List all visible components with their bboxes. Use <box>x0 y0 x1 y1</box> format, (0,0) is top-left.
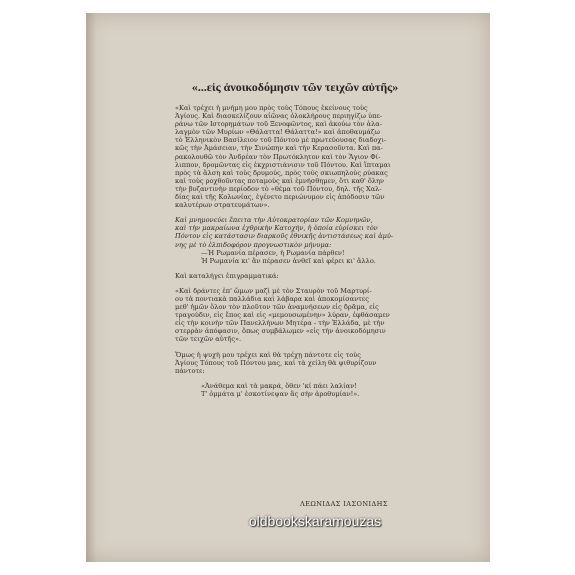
paragraph-1 <box>175 104 407 209</box>
text-line: καλυτέρων στρατευμάτων». <box>175 201 270 210</box>
text-line: καὶ τὴν μακραίωνα ἐχθρικὴν Κατοχήν, ἡ ὁποία εὑρίσκει τὸν <box>175 224 378 233</box>
text-line: κῶς τὴν Ἀμάσειαν, τὴν Σινώπην καὶ τὴν Κερασοῦντα. Καὶ πα- <box>175 144 383 153</box>
text-line: τραγούδιν, εἰς ἔπος καὶ εἰς «μεμουσωμένην» λύραν, ἐφθάσαμεν <box>175 311 390 320</box>
text-line: Ἁγίους. Καὶ διασκελίζουν αἰῶνας ὁλοκλήρους περιηγίζω ὑπε- <box>175 112 383 121</box>
text-line: δίας καὶ τῆς Κολωνίας, ἐγένετο περιώνυμον εἰς ἀπόδοσιν τῶν <box>175 193 385 202</box>
text-line: «Καὶ δράντες ἐπ' ὤμων μαζὶ μὲ τὸν Σταυρὸν τοῦ Μαρτυρί- <box>175 286 372 295</box>
text-line: καὶ τοὺς ροχθοῦντας ποταμοὺς καὶ ἐμνήσθημεν, ὅτι καθ' ὅλην <box>175 176 385 185</box>
text-line: ρακολουθῶ τὸν Ἀνδρέαν τὸν Πρωτόκλητον καὶ τὸν Ἅγιον Φί- <box>175 152 381 161</box>
text-line: τὸ Ἑλληνικὸν Βασίλειον τοῦ Πόντου μὲ πρωτεύουσας διαδοχι- <box>175 136 387 145</box>
text-line: Ὅμως ἡ ψυχὴ μου τρέχει καὶ θὰ τρέχῃ πάντοτε εἰς τοὺς <box>175 350 361 359</box>
text-line: εἰς τὴν κοινὴν τῶν Πανελλήνων Μητέρα - τὴν Ἑλλάδα, μὲ τὴν <box>175 319 385 328</box>
verse-line: «Ἀνάθεμα καὶ τὰ μακρά, ὅθεν 'κί πάει λαλίαν! <box>201 381 357 390</box>
text-line: στερρὰν ἀπόφασιν, ὅπως συμβάλωμεν «εἰς τὴν ἀνοικοδόμησιν <box>175 327 386 336</box>
verse-line: —Ἡ Ρωμανία πέρασεν, ἡ Ρωμανία πάρθεν! <box>201 248 345 257</box>
text-line: τῶν τειχῶν αὐτῆς». <box>175 335 242 344</box>
text-line: λιππον, δρομῶντας εἰς ἐκχριστιάνισιν τοῦ Πόντου. Καὶ ἵπταμαι <box>175 160 391 169</box>
text-line: ράνω τῶν Ιστορημάτων τοῦ Ξενοφῶντος, καὶ ἀκούω τὸν ἀλα- <box>175 120 382 129</box>
text-line: τὴν βυζαντινὴν περίοδον τὸ «θέμα τοῦ Πόντου, δηλ. τῆς Χαλ- <box>175 184 382 193</box>
text-line: Καὶ καταλήγει ἐπιγραμματικά: <box>175 271 279 280</box>
cover-body-text <box>175 104 407 398</box>
paragraph-4 <box>175 287 407 344</box>
author-signature: ΛΕΩΝΙΔΑΣ ΙΑΣΟΝΙΔΗΣ <box>300 500 388 508</box>
spine-shadow <box>86 13 96 562</box>
text-line: Καὶ μνημονεύει ἔπειτα τὴν Αὐτοκρατορίαν τῶν Κομνηνῶν, <box>175 216 373 225</box>
verse-line: Ἡ Ρωμανία κι' ἂν πέρασεν ἀνθεῖ καὶ φέρει κι' ἄλλο. <box>201 256 376 265</box>
text-line: νης μὲ τὸ ἐλπιδοφόρον προγνωστικὸν μήνυμα: <box>175 240 332 249</box>
cover-heading: «...εἰς ἀνοικοδόμησιν τῶν τειχῶν αὐτῆς» <box>191 80 399 94</box>
couplet-2 <box>201 382 407 398</box>
text-line: «Καὶ τρέχει ἡ μνήμη μου πρὸς τοὺς Τόπους ἐκείνους τοὺς <box>175 104 368 112</box>
text-line: λαγμὸν τῶν Μυρίων «Θάλαττα! Θάλαττα!» καὶ ἀποθαυμάζω <box>175 128 380 137</box>
couplet-1 <box>201 249 407 265</box>
watermark-text: oldbookskaramouzas <box>248 513 382 529</box>
text-line: Πόντον εἰς κατάστασιν διαρκοῦς ἐθνικῆς ἀντιστάσεως καὶ ἀμύ- <box>175 232 394 241</box>
paragraph-5 <box>175 351 407 375</box>
verse-line: Τ' ὀμμάτα μ' ἐσκοτίνεψαν ἃς σὴν ἀροθυμίαν!». <box>201 389 360 398</box>
text-line: πρὸς τὰ ἄλση καὶ τοὺς δρυμούς, πρὸς τοὺς σκιωπηλοὺς ρύακας <box>175 168 388 177</box>
text-line: ου τὰ ποντιακὰ παλλάδια καὶ λάβαρα καὶ ἀποκομίσαντες <box>175 294 369 303</box>
text-line: Ἁγίους Τόπους τοῦ Πόντου μας, καὶ τὰ χείλη θὰ ψιθυρίζουν <box>175 358 377 367</box>
paragraph-2 <box>175 216 407 265</box>
paragraph-3 <box>175 272 407 280</box>
text-line: πάντοτε: <box>175 366 205 375</box>
text-line: μεθ' ἡμῶν ὅλον τὸν πλοῦτον τῶν ἀναμνήσεων εἰς δρᾶμα, εἰς <box>175 303 379 312</box>
